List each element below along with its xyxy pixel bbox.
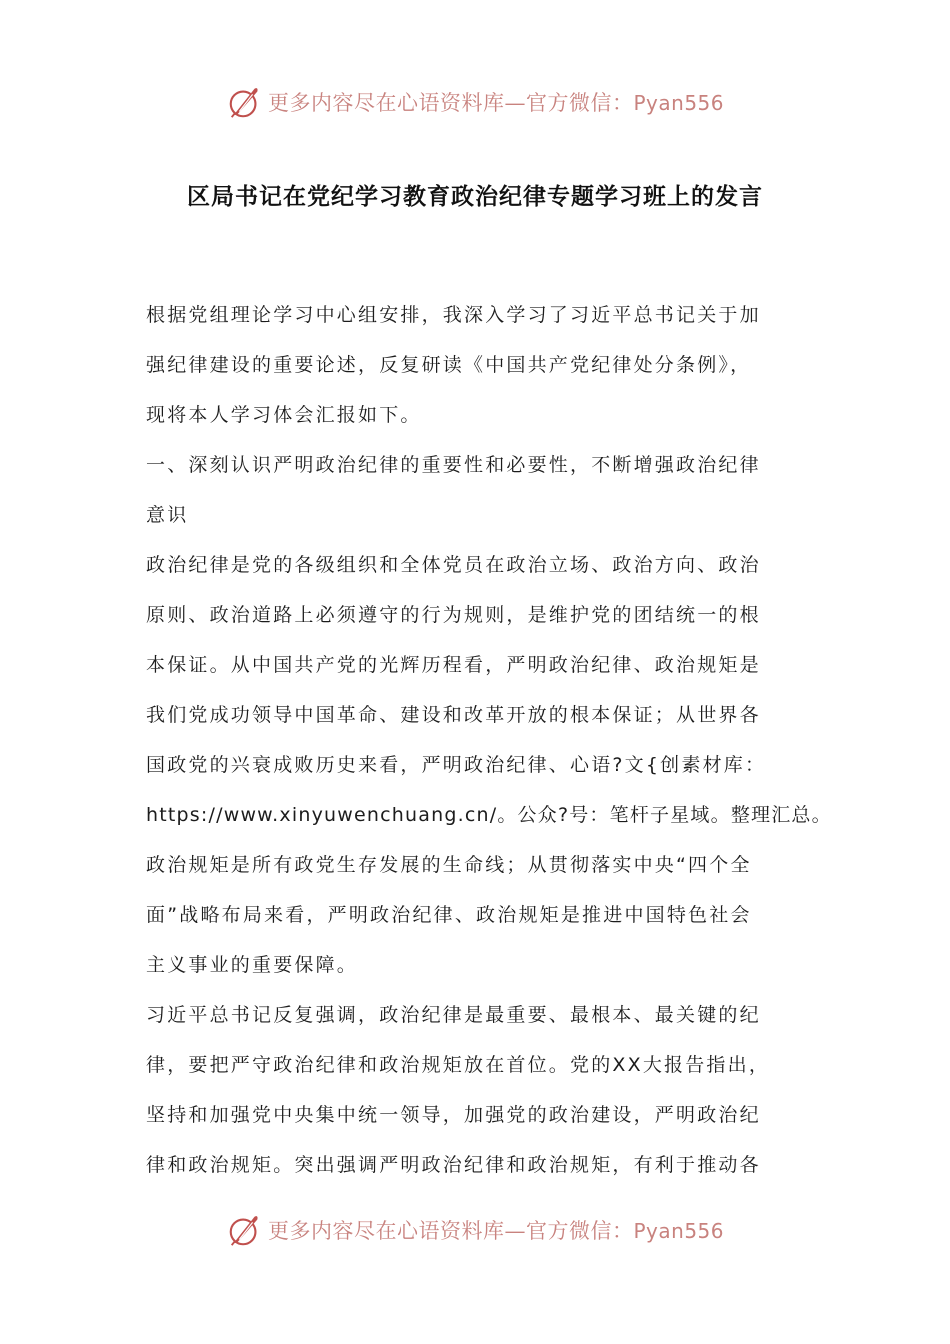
quill-pen-logo-icon [226,83,264,121]
footer-watermark-banner [0,1208,950,1252]
body-line: 政治纪律是党的各级组织和全体党员在政治立场、政治方向、政治 [146,554,761,576]
body-line: 原则、政治道路上必须遵守的行为规则，是维护党的团结统一的根 [146,604,761,626]
body-line: 主义事业的重要保障。 [146,954,359,976]
body-line: 强纪律建设的重要论述，反复研读《中国共产党纪律处分条例》， [146,354,752,376]
watermark-wechat-id: Pyan556 [633,91,724,115]
body-line: 本保证。从中国共产党的光辉历程看，严明政治纪律、政治规矩是 [146,654,761,676]
body-line: 政治规矩是所有政党生存发展的生命线；从贯彻落实中央“四个全 [146,854,752,876]
body-line-url: https://www.xinyuwenchuang.cn/。公众?号：笔杆子星域。整理汇总。 [146,804,832,826]
section-heading-line: 意识 [146,504,189,526]
body-line: 习近平总书记反复强调，政治纪律是最重要、最根本、最关键的纪 [146,1004,761,1026]
watermark-text-cn: 更多内容尽在心语资料库—官方微信： [267,1219,634,1243]
body-line: 我们党成功领导中国革命、建设和改革开放的根本保证；从世界各 [146,704,761,726]
watermark-text [268,87,724,117]
body-line: 现将本人学习体会汇报如下。 [146,404,422,426]
body-line: 坚持和加强党中央集中统一领导，加强党的政治建设，严明政治纪 [146,1104,761,1126]
body-line: 律，要把严守政治纪律和政治规矩放在首位。党的XX大报告指出， [146,1054,771,1076]
body-line: 律和政治规矩。突出强调严明政治纪律和政治规矩，有利于推动各 [146,1154,761,1176]
watermark-text-cn: 更多内容尽在心语资料库—官方微信： [267,91,634,115]
header-watermark-banner [0,80,950,124]
quill-pen-logo-icon [226,1211,264,1249]
body-line: 面”战略布局来看，严明政治纪律、政治规矩是推进中国特色社会 [146,904,752,926]
document-title: 区局书记在党纪学习教育政治纪律专题学习班上的发言 [187,184,763,210]
watermark-wechat-id: Pyan556 [633,1219,724,1243]
body-line: 根据党组理论学习中心组安排，我深入学习了习近平总书记关于加 [146,304,761,326]
watermark-text [268,1215,724,1245]
document-body [146,290,832,1190]
section-heading-line: 一、深刻认识严明政治纪律的重要性和必要性，不断增强政治纪律 [146,454,761,476]
body-line: 国政党的兴衰成败历史来看，严明政治纪律、心语?文{创素材库： [146,754,767,776]
